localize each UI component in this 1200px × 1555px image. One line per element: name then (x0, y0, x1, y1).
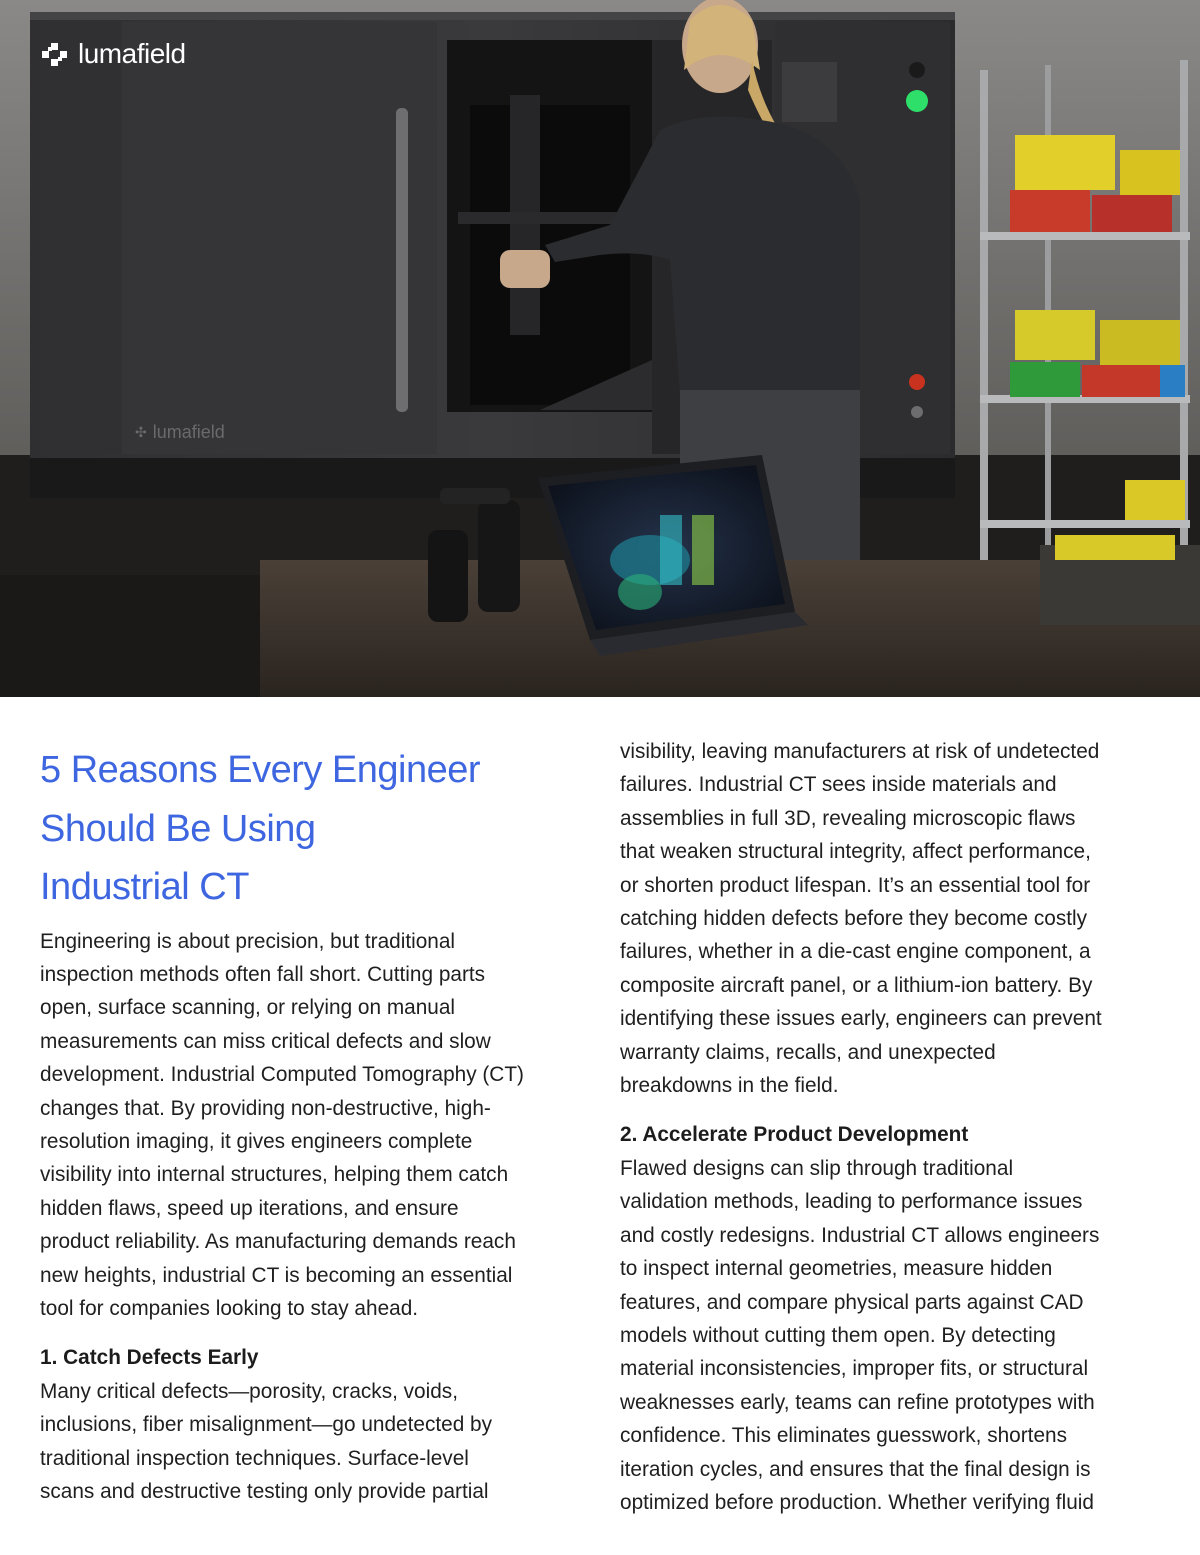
text-line: catching hidden defects before they become costly (620, 907, 1088, 931)
indicator-light-off (909, 62, 925, 78)
title-line: Should Be Using (40, 807, 316, 850)
text-line: new heights, industrial CT is becoming an essential (40, 1263, 513, 1287)
text-line: and costly redesigns. Industrial CT allows engineers (620, 1223, 1100, 1247)
text-line: tool for companies looking to stay ahead. (40, 1296, 419, 1320)
hero-photo (0, 0, 1200, 697)
section-heading-catch-defects: 1. Catch Defects Early (40, 1346, 259, 1370)
left-column (40, 741, 595, 1508)
stop-button-red (909, 374, 925, 390)
text-line: that weaken structural integrity, affect performance, (620, 840, 1091, 864)
text-line: confidence. This eliminates guesswork, shortens (620, 1424, 1067, 1448)
text-line: traditional inspection techniques. Surface-level (40, 1446, 469, 1470)
text-line: breakdowns in the field. (620, 1074, 839, 1098)
text-line: features, and compare physical parts against CAD (620, 1290, 1084, 1314)
text-line: material inconsistencies, improper fits, or structural (620, 1357, 1089, 1381)
text-line: failures, whether in a die-cast engine component, a (620, 940, 1091, 964)
title-line: 5 Reasons Every Engineer (40, 749, 481, 791)
text-line: resolution imaging, it gives engineers complete (40, 1129, 473, 1153)
text-line: Flawed designs can slip through traditional (620, 1156, 1014, 1180)
text-line: changes that. By providing non-destructive, high- (40, 1096, 491, 1120)
text-line: warranty claims, recalls, and unexpected (620, 1040, 996, 1064)
text-line: inspection methods often fall short. Cutting parts (40, 962, 486, 986)
title-line: Industrial CT (40, 866, 249, 908)
text-line: optimized before production. Whether verifying fluid (620, 1490, 1094, 1514)
brand-logo (40, 38, 186, 70)
machine-logo (135, 422, 225, 443)
brand-name: lumafield (78, 38, 186, 69)
text-line: to inspect internal geometries, measure hidden (620, 1257, 1053, 1281)
text-line: visibility, leaving manufacturers at risk of undetected (620, 740, 1100, 763)
section1-paragraph-start (40, 1375, 595, 1509)
text-line: hidden flaws, speed up iterations, and ensure (40, 1196, 459, 1220)
text-line: validation methods, leading to performance issues (620, 1190, 1083, 1214)
text-line: models without cutting them open. By detecting (620, 1323, 1056, 1347)
machine-logo-icon: ✣ (135, 424, 147, 440)
machine-brand: lumafield (152, 422, 225, 442)
section1-paragraph-continued (620, 735, 1165, 1102)
section-heading-accelerate-development: 2. Accelerate Product Development (620, 1123, 969, 1147)
text-line: assemblies in full 3D, revealing microscopic flaws (620, 806, 1076, 830)
text-line: or shorten product lifespan. It’s an essential tool for (620, 873, 1091, 897)
text-line: product reliability. As manufacturing demands reach (40, 1230, 516, 1254)
text-line: visibility into internal structures, helping them catch (40, 1163, 509, 1187)
right-column (620, 735, 1165, 1519)
text-line: Many critical defects—porosity, cracks, voids, (40, 1379, 458, 1403)
text-line: inclusions, fiber misalignment—go undetected by (40, 1413, 492, 1437)
text-line: measurements can miss critical defects and slow (40, 1029, 491, 1053)
section2-paragraph (620, 1152, 1165, 1519)
door-handle (396, 108, 408, 412)
text-line: open, surface scanning, or relying on manual (40, 996, 456, 1020)
text-line: scans and destructive testing only provide partial (40, 1480, 489, 1503)
text-line: failures. Industrial CT sees inside materials and (620, 773, 1057, 797)
page-title (40, 741, 595, 917)
text-line: iteration cycles, and ensures that the final design is (620, 1457, 1091, 1481)
text-line: identifying these issues early, engineers can prevent (620, 1007, 1102, 1031)
text-line: Engineering is about precision, but traditional (40, 929, 456, 953)
intro-paragraph (40, 925, 595, 1326)
hero-scene (0, 0, 1200, 697)
lumafield-logo-icon (40, 39, 70, 69)
article (0, 697, 1200, 1555)
text-line: weaknesses early, teams can refine prototypes with (620, 1390, 1095, 1414)
text-line: development. Industrial Computed Tomography (CT) (40, 1063, 524, 1087)
text-line: composite aircraft panel, or a lithium-ion battery. By (620, 973, 1093, 997)
status-light-green (906, 90, 928, 112)
